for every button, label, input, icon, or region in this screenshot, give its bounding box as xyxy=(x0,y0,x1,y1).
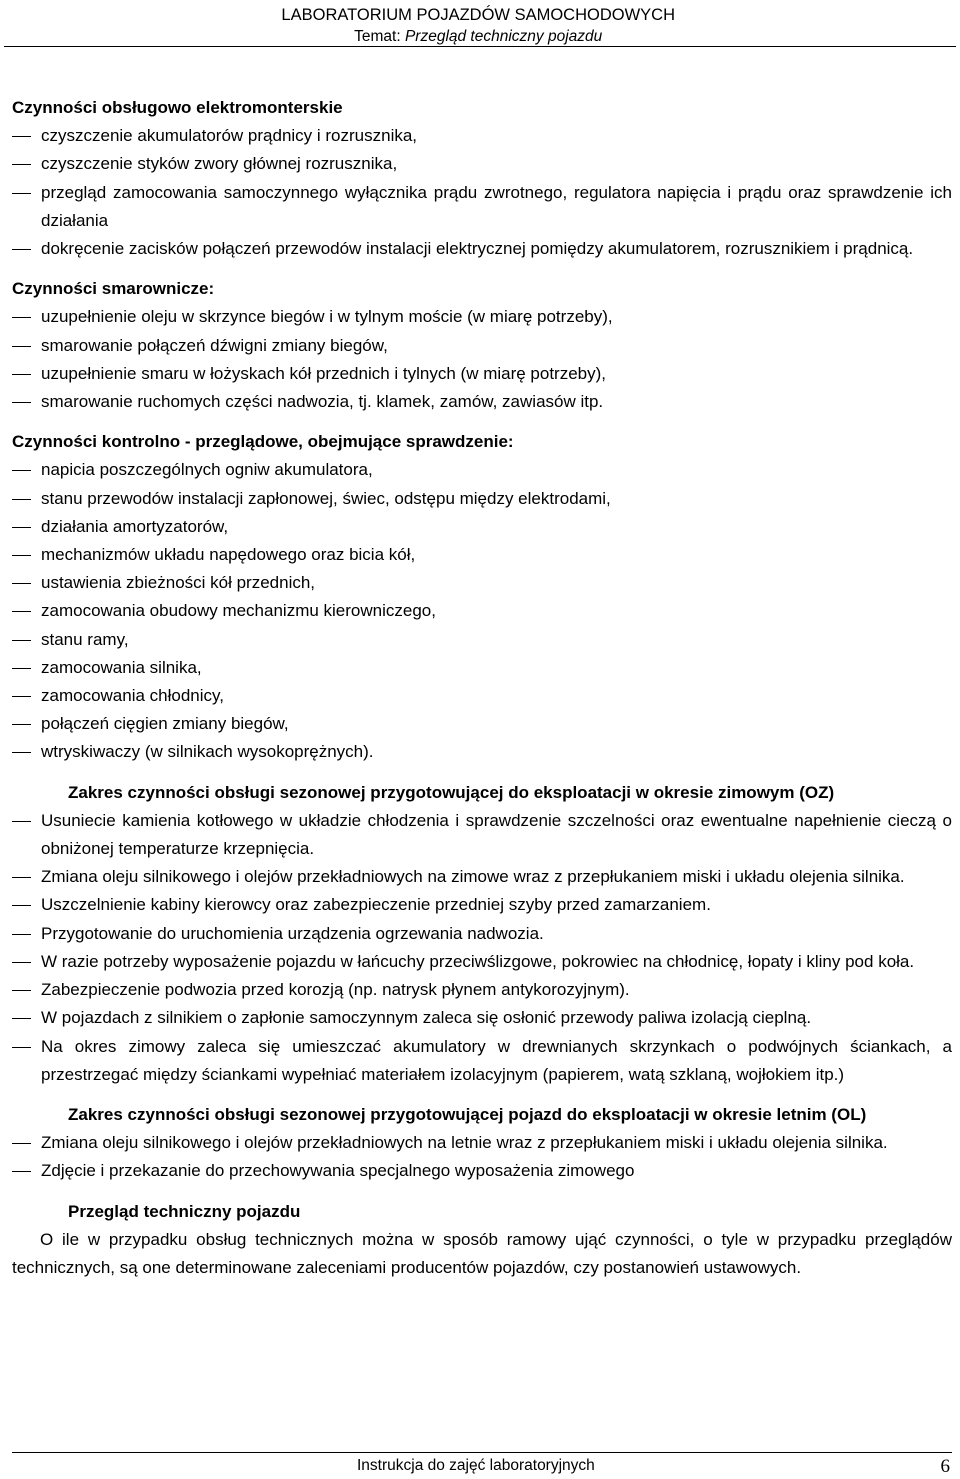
section-number xyxy=(12,779,68,807)
topic-line xyxy=(281,26,675,48)
page-header xyxy=(281,4,675,48)
list-item: uzupełnienie oleju w skrzynce biegów i w tylnym moście (w miarę potrzeby), xyxy=(12,303,952,331)
heading-1-2-5 xyxy=(12,1101,952,1129)
list-item: Uszczelnienie kabiny kierowcy oraz zabezpieczenie przedniej szyby przed zamarzaniem. xyxy=(12,891,952,919)
list-control xyxy=(12,456,952,766)
list-item: zamocowania obudowy mechanizmu kierowniczego, xyxy=(12,597,952,625)
page-number: 6 xyxy=(940,1456,950,1477)
inspection-paragraph: O ile w przypadku obsług technicznych można w sposób ramowy ująć czynności, o tyle w przypadku przeglądów technicznych, są one determinowane zaleceniami producentów pojazdów, czy postanowień ustawowych. xyxy=(12,1229,952,1277)
list-item: Zmiana oleju silnikowego i olejów przekładniowych na zimowe wraz z przepłukaniem miski i układu olejenia silnika. xyxy=(12,863,952,891)
list-item: ustawienia zbieżności kół przednich, xyxy=(12,569,952,597)
list-item: stanu przewodów instalacji zapłonowej, świec, odstępu między elektrodami, xyxy=(12,485,952,513)
list-item: dokręcenie zacisków połączeń przewodów instalacji elektrycznej pomiędzy akumulatorem, rozrusznikiem i prądnicą. xyxy=(12,235,952,263)
list-item: W pojazdach z silnikiem o zapłonie samoczynnym zaleca się osłonić przewody paliwa izolacją cieplną. xyxy=(12,1004,952,1032)
list-item: czyszczenie akumulatorów prądnicy i rozrusznika, xyxy=(12,122,952,150)
list-item: połączeń cięgien zmiany biegów, xyxy=(12,710,952,738)
list-item: napicia poszczególnych ogniw akumulatora, xyxy=(12,456,952,484)
list-item: działania amortyzatorów, xyxy=(12,513,952,541)
section-heading: Zakres czynności obsługi sezonowej przygotowującej do eksploatacji w okresie zimowym (OZ) xyxy=(68,782,835,802)
list-winter xyxy=(12,807,952,1089)
list-item: smarowanie ruchomych części nadwozia, tj. klamek, zamów, zawiasów itp. xyxy=(12,388,952,416)
section-number xyxy=(12,1198,68,1226)
list-item: czyszczenie styków zwory głównej rozrusznika, xyxy=(12,150,952,178)
list-item: Zdjęcie i przekazanie do przechowywania specjalnego wyposażenia zimowego xyxy=(12,1157,952,1185)
section-title-lube: Czynności smarownicze: xyxy=(12,279,215,299)
list-item: uzupełnienie smaru w łożyskach kół przednich i tylnych (w miarę potrzeby), xyxy=(12,360,952,388)
header-rule xyxy=(4,46,956,47)
list-item: Zabezpieczenie podwozia przed korozją (np. natrysk płynem antykorozyjnym). xyxy=(12,976,952,1004)
topic-label: Temat: xyxy=(354,28,405,45)
list-summer xyxy=(12,1129,952,1185)
section-title-control: Czynności kontrolno - przeglądowe, obejmujące sprawdzenie: xyxy=(12,432,514,452)
list-item: Usuniecie kamienia kotłowego w układzie chłodzenia i sprawdzenie szczelności oraz ewentualne napełnienie cieczą o obniżonej temperaturze krzepnięcia. xyxy=(12,807,952,863)
heading-1-2-4 xyxy=(12,779,952,807)
section-title-electro: Czynności obsługowo elektromonterskie xyxy=(12,98,343,117)
list-item: W razie potrzeby wyposażenie pojazdu w łańcuchy przeciwślizgowe, pokrowiec na chłodnicę, łopaty i kliny pod koła. xyxy=(12,948,952,976)
list-electro xyxy=(12,122,952,263)
lab-title: LABORATORIUM POJAZDÓW SAMOCHODOWYCH xyxy=(281,6,675,24)
section-heading: Zakres czynności obsługi sezonowej przygotowującej pojazd do eksploatacji w okresie letnim (OL) xyxy=(68,1104,867,1124)
list-item: Na okres zimowy zaleca się umieszczać akumulatory w drewnianych skrzynkach o podwójnych ściankach, a przestrzegać między ściankami wypełniać materiałem izolacyjnym (papierem, watą szklaną, wojłokiem itp.) xyxy=(12,1033,952,1089)
list-item: Zmiana oleju silnikowego i olejów przekładniowych na letnie wraz z przepłukaniem miski i układu olejenia silnika. xyxy=(12,1129,952,1157)
section-number xyxy=(12,1101,68,1129)
footer-rule xyxy=(12,1452,952,1453)
list-item: stanu ramy, xyxy=(12,626,952,654)
list-item: mechanizmów układu napędowego oraz bicia kół, xyxy=(12,541,952,569)
footer-text: Instrukcja do zajęć laboratoryjnych xyxy=(357,1457,595,1474)
topic-value: Przegląd techniczny pojazdu xyxy=(404,28,603,45)
list-item: wtryskiwaczy (w silnikach wysokoprężnych). xyxy=(12,738,952,766)
list-item: Przygotowanie do uruchomienia urządzenia ogrzewania nadwozia. xyxy=(12,920,952,948)
list-item: zamocowania chłodnicy, xyxy=(12,682,952,710)
list-item: zamocowania silnika, xyxy=(12,654,952,682)
list-item: smarowanie połączeń dźwigni zmiany biegów, xyxy=(12,332,952,360)
list-item: przegląd zamocowania samoczynnego wyłącznika prądu zwrotnego, regulatora napięcia i prądu oraz sprawdzenie ich działania xyxy=(12,179,952,235)
document-body xyxy=(12,94,952,1282)
heading-1-3 xyxy=(12,1198,952,1226)
section-heading: Przegląd techniczny pojazdu xyxy=(68,1201,301,1221)
list-lube xyxy=(12,303,952,416)
